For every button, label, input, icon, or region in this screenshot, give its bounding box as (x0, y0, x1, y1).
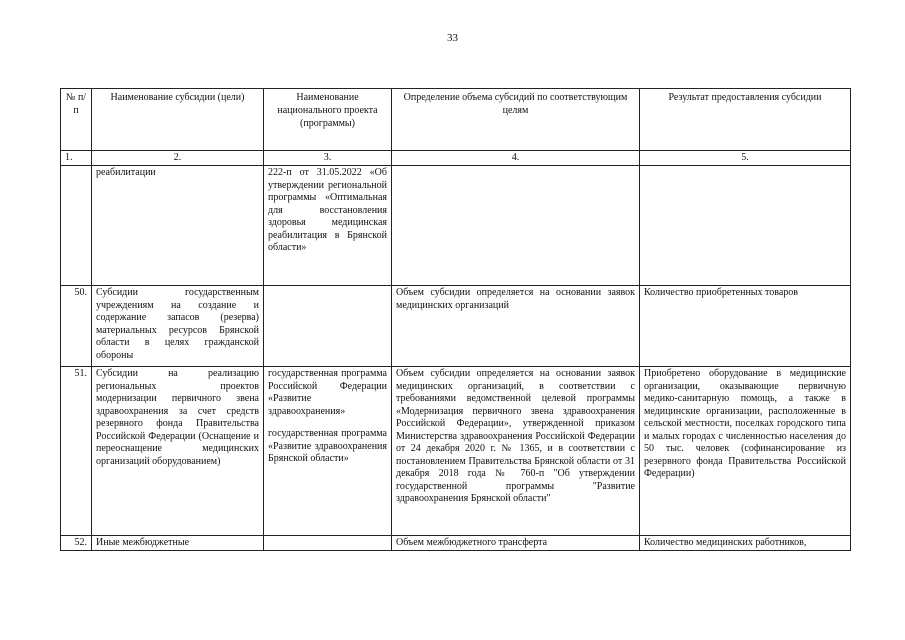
project-cell (264, 286, 392, 367)
result-cell: Количество медицинских работников, (640, 536, 851, 551)
definition-cell: Объем субсидии определяется на основании заявок медицинских организаций, в соответствии с требованиями ведомственной целевой программы «Модернизация первичного звена здравоохранения Российской Федерации», утвержденной приказом Министерства здравоохранения Российской Федерации от 24 декабря 2020 г. № 1365, и в соответствии с постановлением Правительства Брянской области от 31 декабря 2018 года № 760-п "Об утверждении государственной программы "Развитие здравоохранения Брянской области" (392, 367, 640, 536)
subsidy-name-cell: реабилитации (92, 166, 264, 286)
definition-cell: Объем субсидии определяется на основании заявок медицинских организаций (392, 286, 640, 367)
subsidy-name-cell: Субсидии государственным учреждениям на создание и содержание запасов (резерва) материальных ресурсов Брянской области в целях гражданской обороны (92, 286, 264, 367)
project-cell (264, 536, 392, 551)
subsidy-name-cell: Субсидии на реализацию региональных проектов модернизации первичного звена здравоохранения за счет средств резервного фонда Правительства Российской Федерации (Оснащение и переоснащение медицинских организаций оборудованием) (92, 367, 264, 536)
project-text: государственная программа Российской Федерации «Развитие здравоохранения» (268, 368, 387, 417)
subsidy-name-cell: Иные межбюджетные (92, 536, 264, 551)
column-number-row (61, 151, 851, 166)
project-cell (264, 367, 392, 536)
result-cell: Приобретено оборудование в медицинские организации, оказывающие первичную медико-санитарную помощь, а также в медицинские организации, расположенные в сельской местности, поселках городского типа и малых городах с численностью населения до 50 тыс. человек (софинансирование из резервного фонда Правительства Российской Федерации) (640, 367, 851, 536)
project-text-secondary: государственная программа «Развитие здравоохранения Брянской области» (268, 428, 387, 464)
column-number: 2. (92, 151, 264, 166)
table-header-row (61, 89, 851, 151)
column-number: 1. (61, 151, 92, 166)
header-number: № п/п (61, 89, 92, 151)
subsidies-table (60, 88, 851, 551)
table-row (61, 536, 851, 551)
table-row (61, 367, 851, 536)
definition-cell (392, 166, 640, 286)
definition-cell: Объем межбюджетного трансферта (392, 536, 640, 551)
project-cell: 222-п от 31.05.2022 «Об утверждении региональной программы «Оптимальная для восстановления здоровья медицинская реабилитация в Брянской области» (264, 166, 392, 286)
result-cell: Количество приобретенных товаров (640, 286, 851, 367)
table-row (61, 286, 851, 367)
header-result: Результат предоставления субсидии (640, 89, 851, 151)
row-number (61, 166, 92, 286)
header-subsidy-name: Наименование субсидии (цели) (92, 89, 264, 151)
column-number: 4. (392, 151, 640, 166)
column-number: 5. (640, 151, 851, 166)
table-row (61, 166, 851, 286)
column-number: 3. (264, 151, 392, 166)
header-volume-definition: Определение объема субсидий по соответствующим целям (392, 89, 640, 151)
header-national-project: Наименование национального проекта (программы) (264, 89, 392, 151)
page-number: 33 (447, 32, 458, 44)
result-cell (640, 166, 851, 286)
row-number: 51. (61, 367, 92, 536)
row-number: 50. (61, 286, 92, 367)
row-number: 52. (61, 536, 92, 551)
